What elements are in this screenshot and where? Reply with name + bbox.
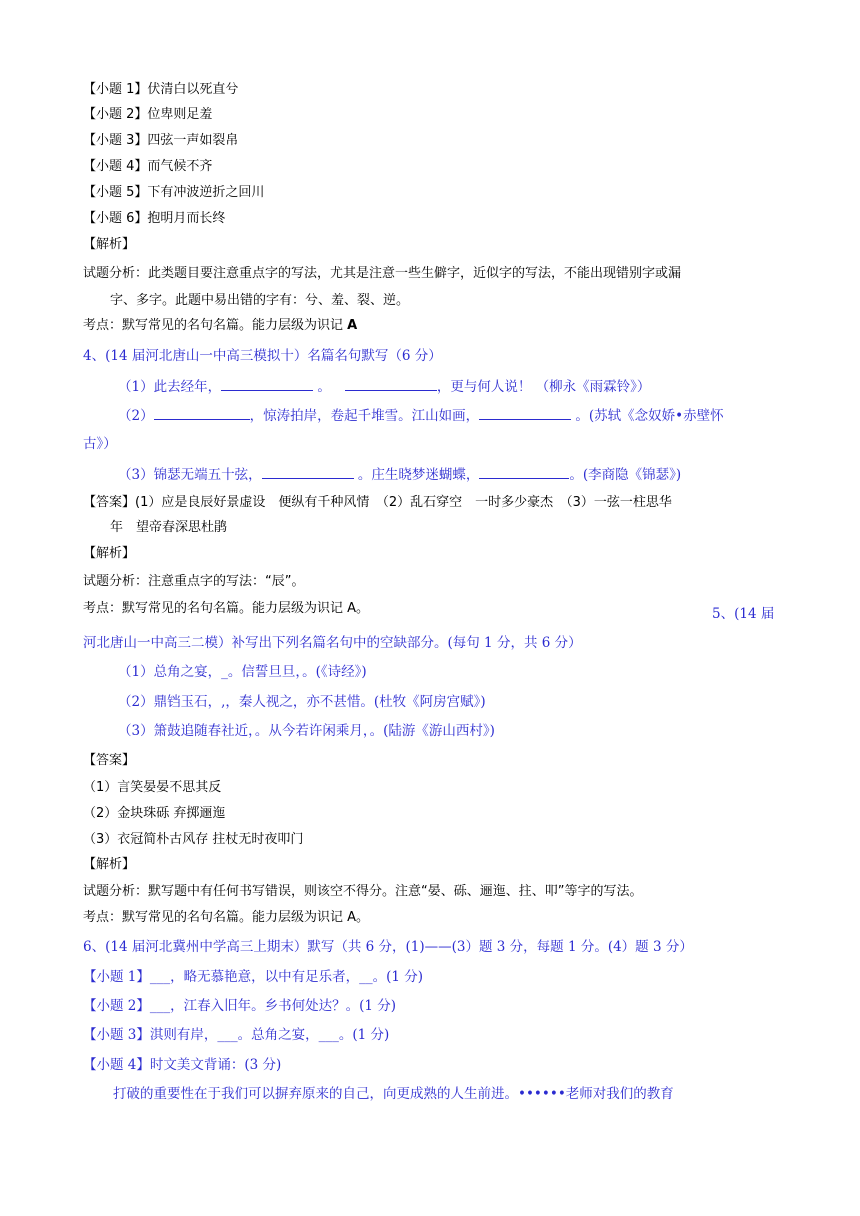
question-4-answer-cont: 年 望帝春深思杜鹃 <box>110 520 228 535</box>
question-4-answer: 【答案】(1）应是良辰好景虚设 便纵有千种风情 （2）乱石穿空 一时多少豪杰 （3）一弦一柱思华 <box>83 495 672 510</box>
question-4-line-3 <box>118 464 681 485</box>
sub-question-answer: 位卑则足羞 <box>147 107 213 122</box>
analysis-heading: 【解析】 <box>83 237 136 252</box>
sub-question-tag: 【小题 4】 <box>83 159 148 174</box>
question-4-analysis: 试题分析：注意重点字的写法：“辰”。 <box>83 574 305 589</box>
question-4-header: 4、(14 届河北唐山一中高三模拟十）名篇名句默写（6 分） <box>83 348 442 364</box>
sub-question-answer: 而气候不齐 <box>147 159 213 174</box>
sub-question-answer: 下有冲波逆折之回川 <box>147 185 265 200</box>
question-5-kaodian: 考点：默写常见的名句名篇。能力层级为识记 A。 <box>83 910 370 925</box>
blank <box>345 376 437 391</box>
question-6-sub-2: 【小题 2】___，江春入旧年。乡书何处达？。(1 分) <box>83 998 397 1014</box>
question-6-sub-3: 【小题 3】淇则有岸，___。总角之宴，___。(1 分) <box>83 1027 390 1043</box>
question-6-passage: 打破的重要性在于我们可以摒弃原来的自己，向更成熟的人生前进。••••••老师对我们的教育 <box>113 1086 674 1102</box>
level-mark: A <box>347 318 358 333</box>
kaodian-label: 考点：默写常见的名句名篇。能力层级为识记 <box>83 318 344 333</box>
sub-question-tag: 【小题 1】 <box>83 82 148 97</box>
sub-question-answer: 伏清白以死直兮 <box>147 82 239 97</box>
blank <box>479 464 569 479</box>
sub-question-tag: 【小题 5】 <box>83 185 148 200</box>
sub-question-answer: 抱明月而长终 <box>147 211 226 226</box>
sub-question-3 <box>83 131 238 151</box>
question-6-sub-1: 【小题 1】___，略无慕艳意，以中有足乐者，__。(1 分) <box>83 969 424 985</box>
question-4-analysis-heading: 【解析】 <box>83 546 136 561</box>
question-5-answer-2: （2）金块珠砾 弃掷逦迤 <box>83 806 226 821</box>
sub-question-1 <box>83 80 238 100</box>
question-4-line-2-cont: 古》） <box>83 436 117 452</box>
analysis-text: 试题分析：此类题目要注意重点字的写法，尤其是注意一些生僻字，近似字的写法，不能出现错别字或漏 <box>83 266 682 281</box>
blank <box>154 405 250 420</box>
blank <box>479 405 571 420</box>
line-text: ，惊涛拍岸，卷起千堆雪。江山如画， <box>249 408 480 424</box>
blank <box>262 464 354 479</box>
question-5-line-1: （1）总角之宴，_。信誓旦旦，。(《诗经》) <box>118 664 367 680</box>
analysis-text-cont: 字、多字。此题中易出错的字有：兮、羞、裂、逆。 <box>110 293 410 308</box>
blank <box>221 376 313 391</box>
question-5-analysis: 试题分析：默写题中有任何书写错误，则该空不得分。注意“晏、砾、逦迤、拄、叩”等字的写法。 <box>83 884 643 899</box>
line-text: （3）锦瑟无端五十弦， <box>118 467 262 483</box>
line-text: 。 <box>313 379 331 395</box>
sub-question-tag: 【小题 6】 <box>83 211 148 226</box>
question-5-answer-1: （1）言笑晏晏不思其反 <box>83 780 222 795</box>
question-6-sub-4: 【小题 4】时文美文背诵：(3 分) <box>83 1057 282 1073</box>
question-4-line-1 <box>118 376 650 397</box>
line-text: （1）此去经年， <box>118 379 222 395</box>
sub-question-tag: 【小题 3】 <box>83 133 148 148</box>
question-4-line-2 <box>118 405 724 426</box>
question-5-analysis-heading: 【解析】 <box>83 857 136 872</box>
kaodian-text <box>83 316 357 336</box>
sub-question-6 <box>83 209 225 229</box>
question-4-kaodian: 考点：默写常见的名句名篇。能力层级为识记 A。 <box>83 601 370 616</box>
question-5-answer-label: 【答案】 <box>83 753 136 768</box>
line-text: 。(李商隐《锦瑟》) <box>569 467 682 483</box>
line-text: ，更与何人说！ （柳永《雨霖铃》） <box>436 379 651 395</box>
line-text: 。庄生晓梦迷蝴蝶， <box>353 467 480 483</box>
sub-question-4 <box>83 157 212 177</box>
question-6-header: 6、(14 届河北冀州中学高三上期末）默写（共 6 分，(1)——(3）题 3 分，每题 1 分。(4）题 3 分） <box>83 939 693 955</box>
sub-question-2 <box>83 105 212 125</box>
question-5-header: 河北唐山一中高三二模）补写出下列名篇名句中的空缺部分。(每句 1 分，共 6 分） <box>83 635 582 651</box>
question-5-line-2: （2）鼎铛玉石，,，秦人视之，亦不甚惜。(杜牧《阿房宫赋》) <box>118 694 486 710</box>
question-5-line-3: （3）箫鼓追随春社近，。从今若许闲乘月，。(陆游《游山西村》) <box>118 723 495 739</box>
sub-question-answer: 四弦一声如裂帛 <box>147 133 239 148</box>
question-5-header-start: 5、(14 届 <box>712 606 775 622</box>
question-5-answer-3: （3）衣冠简朴古风存 拄杖无时夜叩门 <box>83 832 304 847</box>
sub-question-tag: 【小题 2】 <box>83 107 148 122</box>
line-text: （2） <box>118 408 154 424</box>
line-text: 。(苏轼《念奴娇•赤壁怀 <box>571 408 724 424</box>
sub-question-5 <box>83 183 264 203</box>
